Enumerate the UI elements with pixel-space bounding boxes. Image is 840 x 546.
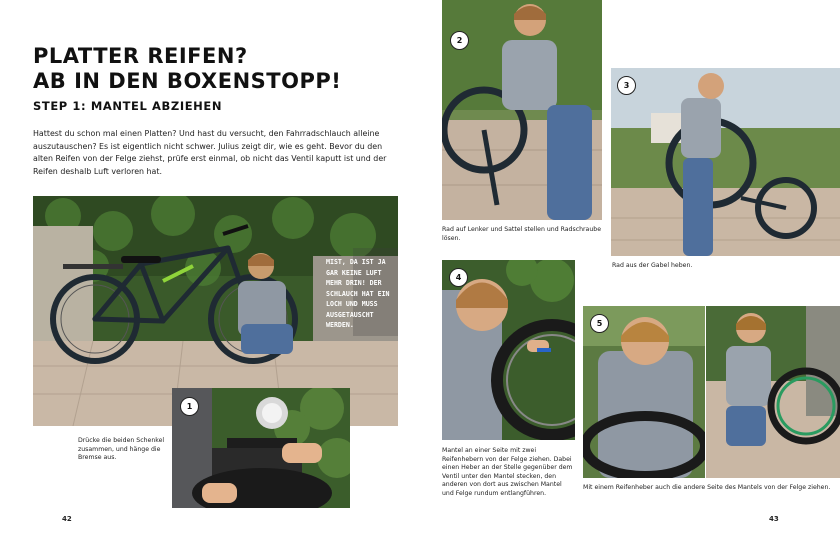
step4-caption: Mantel an einer Seite mit zwei Reifenhebern von der Felge ziehen. Dabei einen Heber an der Stelle gegenüber dem Ventil unter den Mantel stecken, den anderen von dort aus zwischen Mantel und Felge rundum entlangführen. bbox=[442, 447, 573, 497]
step-heading: STEP 1: MANTEL ABZIEHEN bbox=[33, 99, 223, 113]
step1-number-badge: 1 bbox=[180, 397, 199, 416]
title-line-2: AB IN DEN BOXENSTOPP! bbox=[33, 69, 342, 93]
step2-caption: Rad auf Lenker und Sattel stellen und Radschraube lösen. bbox=[442, 226, 602, 242]
step5-caption: Mit einem Reifenheber auch die andere Seite des Mantels von der Felge ziehen. bbox=[583, 484, 831, 491]
step2-number-badge: 2 bbox=[450, 31, 469, 50]
step4-number-badge: 4 bbox=[449, 268, 468, 287]
step3-photo bbox=[611, 68, 840, 256]
page-number-left: 42 bbox=[62, 515, 72, 523]
page-number-right: 43 bbox=[769, 515, 779, 523]
speech-bubble-text: MIST, DA IST JA GAR KEINE LUFT MEHR DRIN! DER SCHLAUCH HAT EIN LOCH UND MUSS AUSGETAUSCHT WERDEN. bbox=[326, 258, 390, 329]
step5-photo-right bbox=[706, 306, 840, 478]
step5-number-badge: 5 bbox=[590, 314, 609, 333]
page-title bbox=[33, 44, 341, 94]
intro-paragraph: Hattest du schon mal einen Platten? Und hast du versucht, den Fahrradschlauch alleine auszutauschen? Es ist eigentlich nicht schwer. Julius zeigt dir, wie es geht. Bevor du den alten Reifen von der Felge ziehst, prüfe erst einmal, ob nicht das Ventil kaputt ist und der Reifen deshalb Luft verloren hat. bbox=[33, 129, 387, 176]
step1-caption: Drücke die beiden Schenkel zusammen, und hänge die Bremse aus. bbox=[78, 437, 165, 462]
step3-caption: Rad aus der Gabel heben. bbox=[612, 262, 693, 269]
title-line-1: PLATTER REIFEN? bbox=[33, 44, 248, 68]
step3-number-badge: 3 bbox=[617, 76, 636, 95]
step4-photo bbox=[442, 260, 575, 440]
